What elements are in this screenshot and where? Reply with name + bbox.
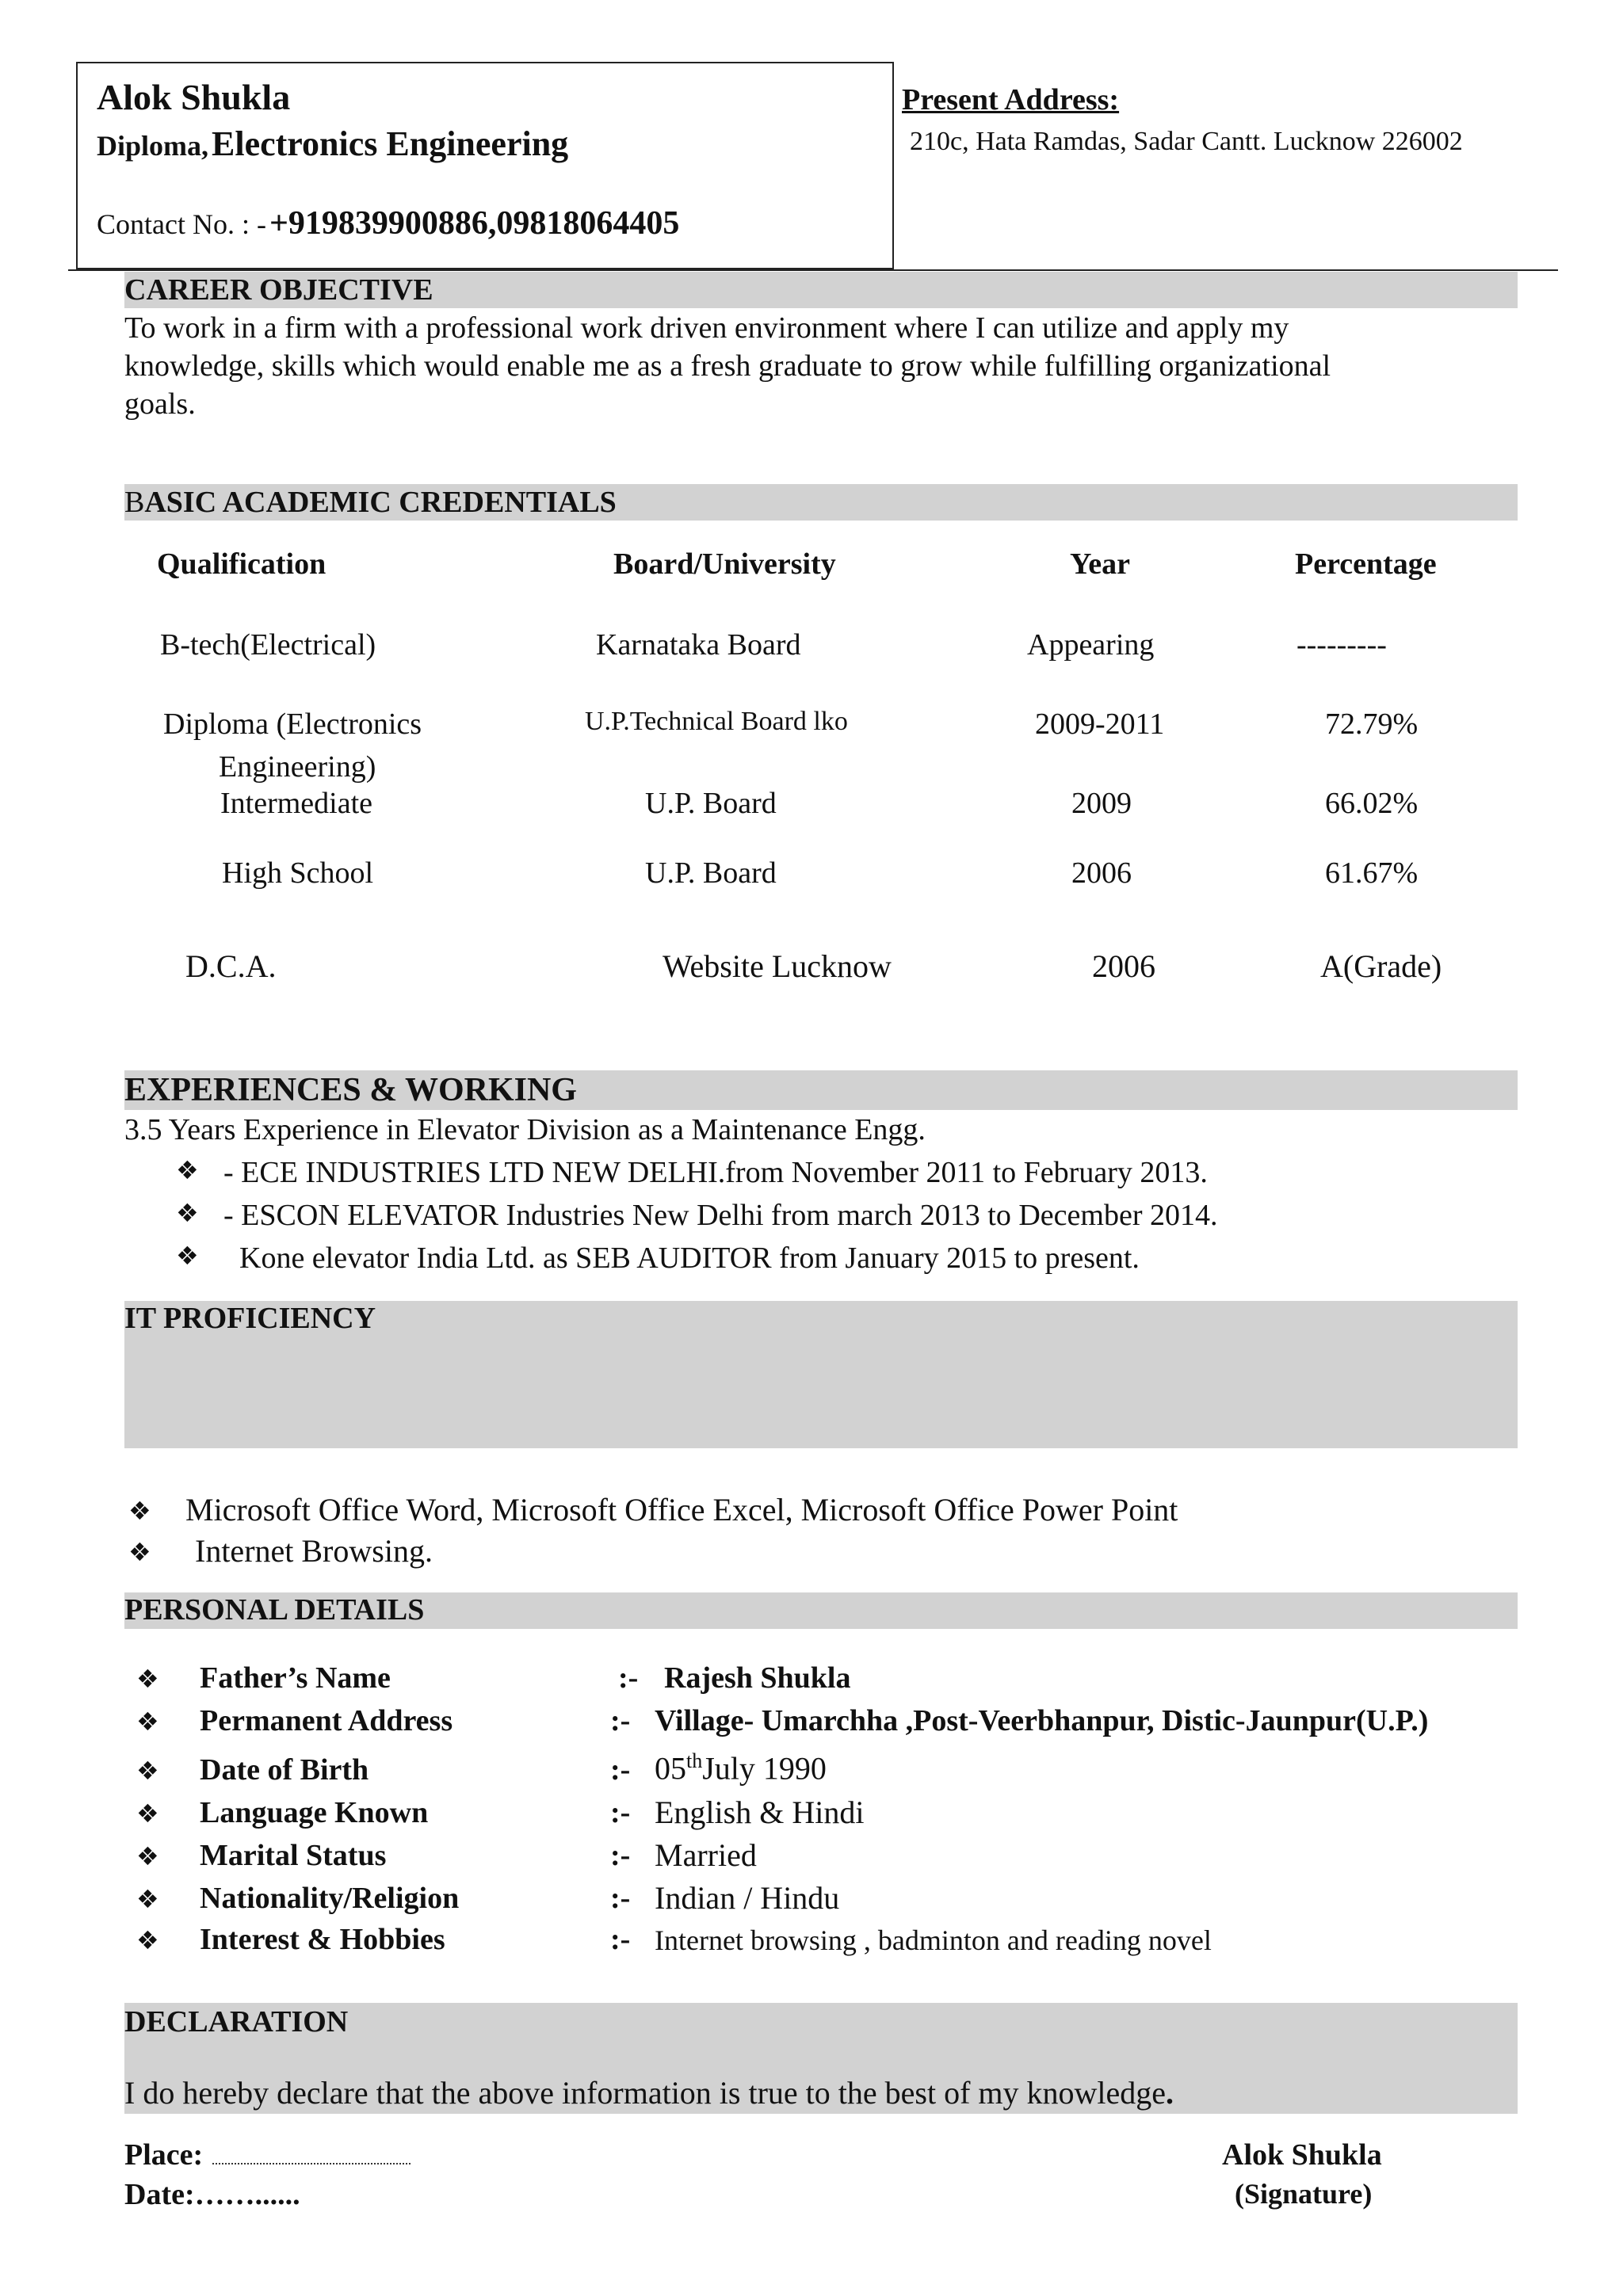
academic-title-rest: ASIC ACADEMIC CREDENTIALS xyxy=(144,486,617,519)
row2-qualification: Diploma (Electronics xyxy=(163,707,422,741)
signer-name: Alok Shukla xyxy=(1222,2138,1382,2172)
personal-value-marital: Married xyxy=(655,1837,757,1873)
experience-item-3: Kone elevator India Ltd. as SEB AUDITOR from January 2015 to present. xyxy=(239,1241,1140,1275)
row5-qualification: D.C.A. xyxy=(185,948,277,984)
declaration-body: I do hereby declare that the above information is true to the best of my knowledge xyxy=(124,2075,1167,2111)
personal-sep: :- xyxy=(610,1882,631,1915)
col-header-year: Year xyxy=(1070,547,1130,581)
row5-board: Website Lucknow xyxy=(663,948,892,984)
career-objective-title: CAREER OBJECTIVE xyxy=(124,273,433,307)
degree-field: Electronics Engineering xyxy=(212,124,569,163)
experience-item-2: - ESCON ELEVATOR Industries New Delhi from march 2013 to December 2014. xyxy=(223,1199,1218,1232)
row4-percentage: 61.67% xyxy=(1325,856,1419,890)
row1-percentage: --------- xyxy=(1296,628,1387,662)
bullet-icon: ❖ xyxy=(176,1241,199,1271)
dob-month-year: July 1990 xyxy=(702,1750,827,1787)
experience-title: EXPERIENCES & WORKING xyxy=(124,1072,577,1108)
bullet-icon: ❖ xyxy=(136,1756,159,1786)
row1-year: Appearing xyxy=(1027,628,1155,662)
personal-value-nationality: Indian / Hindu xyxy=(655,1880,840,1916)
academic-title-initial: B xyxy=(124,486,145,519)
header-divider xyxy=(68,269,1558,271)
row4-qualification: High School xyxy=(222,856,374,890)
personal-value-hobbies: Internet browsing , badminton and reading novel xyxy=(655,1924,1212,1956)
place-field xyxy=(124,2138,411,2172)
row1-board: Karnataka Board xyxy=(596,628,801,662)
personal-sep: :- xyxy=(610,1753,631,1787)
row4-year: 2006 xyxy=(1071,856,1132,890)
row4-board: U.P. Board xyxy=(645,856,777,890)
it-item-1: Microsoft Office Word, Microsoft Office Excel, Microsoft Office Power Point xyxy=(185,1492,1178,1527)
personal-label-nationality: Nationality/Religion xyxy=(200,1882,460,1915)
personal-label-language: Language Known xyxy=(200,1796,429,1829)
contact-numbers: +919839900886,09818064405 xyxy=(269,205,680,242)
signature-label: (Signature) xyxy=(1235,2178,1373,2210)
personal-label-father: Father’s Name xyxy=(200,1661,391,1695)
personal-sep: :- xyxy=(618,1661,639,1695)
bullet-icon: ❖ xyxy=(128,1496,151,1526)
declaration-end: . xyxy=(1166,2075,1174,2111)
personal-value-dob xyxy=(655,1749,827,1787)
candidate-name: Alok Shukla xyxy=(97,77,291,117)
contact-label: Contact No. : - xyxy=(97,208,266,240)
degree-prefix: Diploma xyxy=(97,130,202,162)
row5-percentage: A(Grade) xyxy=(1320,948,1442,984)
personal-label-dob: Date of Birth xyxy=(200,1753,369,1787)
personal-details-title: PERSONAL DETAILS xyxy=(124,1593,425,1627)
contact-line xyxy=(97,204,679,242)
it-proficiency-title: IT PROFICIENCY xyxy=(124,1302,376,1335)
personal-value-address: Village- Umarchha ,Post-Veerbhanpur, Distic-Jaunpur(U.P.) xyxy=(655,1704,1429,1737)
academic-title xyxy=(124,485,617,520)
col-header-board: Board/University xyxy=(613,547,836,581)
present-address: 210c, Hata Ramdas, Sadar Cantt. Lucknow 226002 xyxy=(910,127,1463,156)
personal-label-address: Permanent Address xyxy=(200,1704,453,1737)
personal-label-hobbies: Interest & Hobbies xyxy=(200,1923,445,1956)
it-item-2: Internet Browsing. xyxy=(195,1533,433,1569)
present-address-label: Present Address: xyxy=(902,83,1120,116)
bullet-icon: ❖ xyxy=(136,1884,159,1914)
row3-percentage: 66.02% xyxy=(1325,787,1419,820)
personal-sep: :- xyxy=(610,1704,631,1737)
bullet-icon: ❖ xyxy=(176,1198,199,1228)
bullet-icon: ❖ xyxy=(136,1664,159,1694)
row2-year: 2009-2011 xyxy=(1035,707,1165,741)
row3-year: 2009 xyxy=(1071,787,1132,820)
personal-value-father: Rajesh Shukla xyxy=(664,1661,851,1695)
personal-sep: :- xyxy=(610,1796,631,1829)
personal-label-marital: Marital Status xyxy=(200,1839,387,1872)
career-objective-line-3: goals. xyxy=(124,387,196,421)
dob-day: 05 xyxy=(655,1750,686,1787)
row2-percentage: 72.79% xyxy=(1325,707,1419,741)
bullet-icon: ❖ xyxy=(136,1707,159,1737)
degree-line xyxy=(97,124,568,164)
bullet-icon: ❖ xyxy=(136,1798,159,1829)
row1-qualification: B-tech(Electrical) xyxy=(160,628,376,662)
place-blank xyxy=(212,2163,411,2164)
date-label: Date:……...... xyxy=(124,2178,300,2211)
degree-separator: , xyxy=(201,130,209,162)
row2-board: U.P.Technical Board lko xyxy=(585,707,848,736)
header-box xyxy=(76,62,894,269)
career-objective-line-1: To work in a firm with a professional work driven environment where I can utilize and apply my xyxy=(124,311,1289,345)
col-header-qualification: Qualification xyxy=(157,547,327,581)
row3-qualification: Intermediate xyxy=(220,787,373,820)
experience-summary: 3.5 Years Experience in Elevator Division as a Maintenance Engg. xyxy=(124,1113,926,1146)
career-objective-line-2: knowledge, skills which would enable me as a fresh graduate to grow while fulfilling organizational xyxy=(124,349,1331,383)
place-label: Place: xyxy=(124,2138,204,2172)
dob-suffix: th xyxy=(686,1749,703,1772)
bullet-icon: ❖ xyxy=(136,1841,159,1871)
bullet-icon: ❖ xyxy=(136,1925,159,1955)
declaration-title: DECLARATION xyxy=(124,2005,349,2039)
experience-item-1: - ECE INDUSTRIES LTD NEW DELHI.from November 2011 to February 2013. xyxy=(223,1156,1208,1189)
personal-sep: :- xyxy=(610,1923,631,1956)
personal-sep: :- xyxy=(610,1839,631,1872)
declaration-text xyxy=(124,2074,1174,2111)
row2-qualification-cont: Engineering) xyxy=(219,750,376,784)
row5-year: 2006 xyxy=(1092,948,1155,984)
bullet-icon: ❖ xyxy=(176,1155,199,1185)
col-header-percentage: Percentage xyxy=(1295,547,1437,581)
personal-value-language: English & Hindi xyxy=(655,1794,865,1830)
row3-board: U.P. Board xyxy=(645,787,777,820)
bullet-icon: ❖ xyxy=(128,1537,151,1567)
